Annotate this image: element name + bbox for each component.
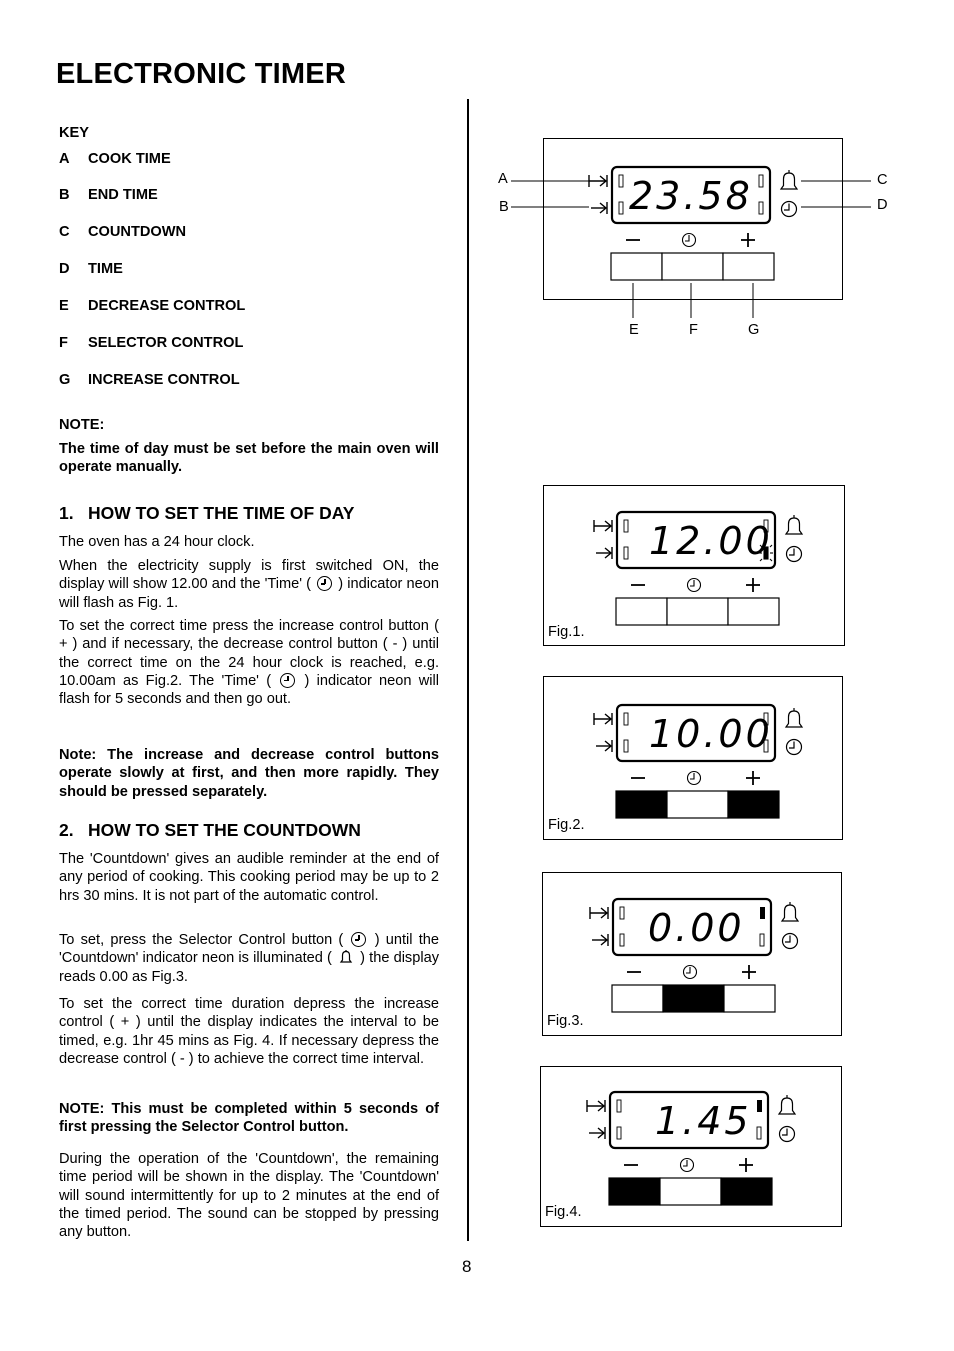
bell-icon xyxy=(338,949,354,965)
fig2-label: Fig.2. xyxy=(548,817,585,833)
display-digits: 12.00 xyxy=(649,519,773,563)
fig2-timer-unit xyxy=(594,705,854,830)
selector-button[interactable] xyxy=(667,598,728,625)
decrease-button[interactable] xyxy=(616,598,667,625)
end-time-icon xyxy=(596,547,612,559)
section1-p1: The oven has a 24 hour clock. xyxy=(59,534,255,550)
fig3-label: Fig.3. xyxy=(547,1013,584,1029)
key-item-f: F SELECTOR CONTROL xyxy=(59,335,244,351)
note-text: The time of day must be set before the main oven will operate manually. xyxy=(59,441,439,476)
selector-clock-icon xyxy=(688,772,701,785)
clock-icon xyxy=(351,932,366,947)
fig1-label: Fig.1. xyxy=(548,624,585,640)
key-item-a: A COOK TIME xyxy=(59,151,171,167)
selector-button[interactable] xyxy=(660,1178,721,1205)
section1-note: Note: The increase and decrease control buttons operate slowly at first, and then more rapidly. They should be pressed separately. xyxy=(59,747,439,800)
fig1-timer-unit xyxy=(594,512,854,637)
plus-icon xyxy=(739,1158,753,1172)
callout-d: D xyxy=(877,197,888,213)
section1-p2: When the electricity supply is first switched ON, the display will show 12.00 and the 'Time' ( ) indicator neon will flash as Fig. 1. xyxy=(59,558,439,611)
plus-icon xyxy=(742,965,756,979)
increase-button[interactable] xyxy=(728,598,779,625)
time-clock-icon xyxy=(787,740,802,755)
cook-time-icon xyxy=(587,1100,605,1112)
section2-p3: To set the correct time duration depress the increase control ( + ) until the display indicates the interval to be timed, e.g. 1hr 45 mins as Fig. 4. If necessary depress the decrease control ( - ) to achieve the correct time interval. xyxy=(59,996,439,1067)
clock-icon xyxy=(280,673,295,688)
selector-clock-icon xyxy=(684,966,697,979)
key-item-g: G INCREASE CONTROL xyxy=(59,372,240,388)
section2-p2: To set, press the Selector Control button ( ) until the 'Countdown' indicator neon is illuminated ( ) the display reads 0.00 as Fig.3. xyxy=(59,932,439,985)
section1-p3: To set the correct time press the increase control button ( + ) and if necessary, the decrease control button ( - ) until the correct time on the 24 hour clock is reached, e.g. 10.00am as Fig.2. The 'Time' ( ) indicator neon will flash for 5 seconds and then go out. xyxy=(59,618,439,708)
fig4-label: Fig.4. xyxy=(545,1204,582,1220)
cook-time-icon xyxy=(594,520,612,532)
page-number: 8 xyxy=(462,1257,472,1276)
clock-icon xyxy=(317,576,332,591)
time-clock-icon xyxy=(783,934,798,949)
note-heading: NOTE: xyxy=(59,417,105,433)
display-digits: 1.45 xyxy=(655,1099,752,1143)
decrease-button[interactable] xyxy=(616,791,667,818)
key-item-d: D TIME xyxy=(59,261,123,277)
time-clock-icon xyxy=(787,547,802,562)
fig4-timer-unit xyxy=(587,1092,847,1217)
countdown-bell-icon xyxy=(782,902,798,921)
end-time-icon xyxy=(592,934,608,946)
section2-heading: 2. HOW TO SET THE COUNTDOWN xyxy=(59,820,361,840)
callout-f: F xyxy=(689,322,698,338)
decrease-button[interactable] xyxy=(612,985,663,1012)
plus-icon xyxy=(746,771,760,785)
callout-a: A xyxy=(498,171,508,187)
section2-p4: During the operation of the 'Countdown', the remaining time period will be shown in the display. The 'Countdown' will sound intermittently for up to 2 minutes at the end of the timed period. The sound can be stopped by pressing any button. xyxy=(59,1151,439,1241)
key-item-e: E DECREASE CONTROL xyxy=(59,298,246,314)
increase-button[interactable] xyxy=(728,791,779,818)
page-title: ELECTRONIC TIMER xyxy=(56,58,346,90)
selector-button[interactable] xyxy=(667,791,728,818)
display-digits: 23.58 xyxy=(629,174,753,218)
key-item-c: C COUNTDOWN xyxy=(59,224,187,240)
decrease-button[interactable] xyxy=(609,1178,660,1205)
callout-c: C xyxy=(877,172,888,188)
display-digits: 10.00 xyxy=(649,712,773,756)
key-heading: KEY xyxy=(59,125,90,141)
selector-button[interactable] xyxy=(663,985,724,1012)
fig3-timer-unit xyxy=(590,899,850,1024)
end-time-icon xyxy=(589,1127,605,1139)
section1-heading: 1. HOW TO SET THE TIME OF DAY xyxy=(59,503,355,523)
countdown-bell-icon xyxy=(786,515,802,534)
callout-e: E xyxy=(629,322,639,338)
time-clock-icon xyxy=(780,1127,795,1142)
cook-time-icon xyxy=(590,907,608,919)
callout-g: G xyxy=(748,322,760,338)
selector-clock-icon xyxy=(681,1159,694,1172)
countdown-bell-icon xyxy=(779,1095,795,1114)
cook-time-icon xyxy=(594,713,612,725)
callout-lines xyxy=(505,170,925,370)
display-digits: 0.00 xyxy=(648,906,745,950)
key-item-b: B END TIME xyxy=(59,187,158,203)
plus-icon xyxy=(746,578,760,592)
end-time-icon xyxy=(596,740,612,752)
section2-p1: The 'Countdown' gives an audible reminder at the end of any period of cooking. This cooking period may be up to 2 hrs 30 mins. It is not part of the automatic control. xyxy=(59,851,439,904)
countdown-bell-icon xyxy=(786,708,802,727)
increase-button[interactable] xyxy=(724,985,775,1012)
callout-b: B xyxy=(499,199,509,215)
section2-note: NOTE: This must be completed within 5 seconds of first pressing the Selector Control button. xyxy=(59,1101,439,1136)
selector-clock-icon xyxy=(688,579,701,592)
column-divider xyxy=(467,99,469,1241)
increase-button[interactable] xyxy=(721,1178,772,1205)
